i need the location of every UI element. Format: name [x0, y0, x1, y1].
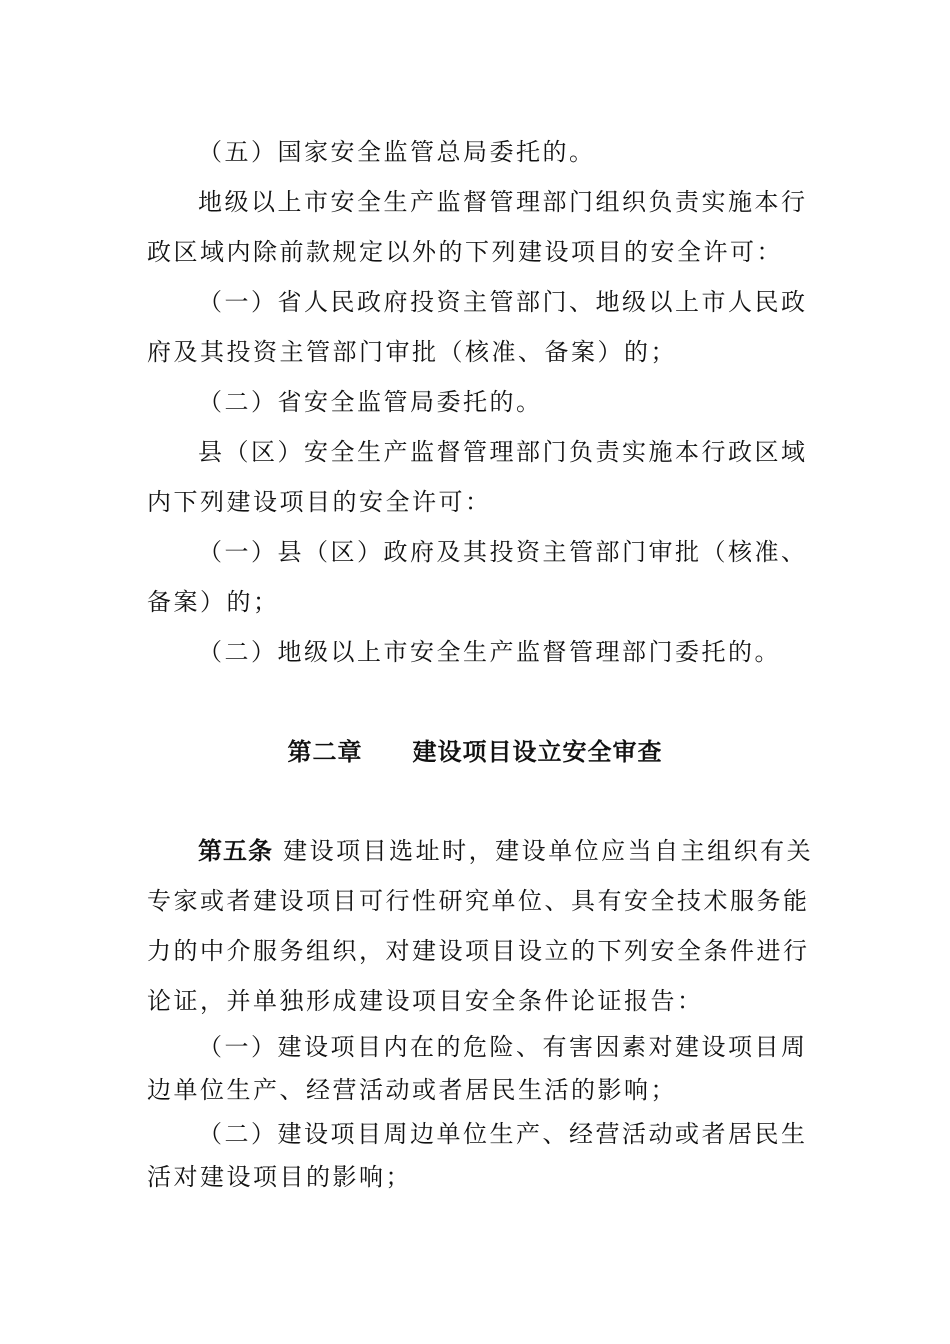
- article-label: 第五条: [198, 837, 273, 865]
- paragraph-line: 边单位生产、经营活动或者居民生活的影响；: [147, 1076, 677, 1104]
- paragraph-line: （二）建设项目周边单位生产、经营活动或者居民生: [198, 1120, 808, 1148]
- paragraph-line: 县（区）安全生产监督管理部门负责实施本行政区域: [198, 438, 808, 466]
- article-text: 建设项目选址时，建设单位应当自主组织有关: [283, 837, 814, 865]
- paragraph-line: （二）地级以上市安全生产监督管理部门委托的。: [198, 638, 781, 666]
- paragraph-line: （一）省人民政府投资主管部门、地级以上市人民政: [198, 288, 808, 316]
- paragraph-line: 地级以上市安全生产监督管理部门组织负责实施本行: [198, 188, 808, 216]
- paragraph-line: 府及其投资主管部门审批（核准、备案）的；: [147, 338, 677, 366]
- paragraph-line: 备案）的；: [147, 588, 280, 616]
- paragraph-line: 政区域内除前款规定以外的下列建设项目的安全许可：: [147, 238, 783, 266]
- paragraph-line: （一）县（区）政府及其投资主管部门审批（核准、: [198, 538, 808, 566]
- chapter-heading: 第二章 建设项目设立安全审查: [287, 738, 663, 766]
- paragraph-line: （二）省安全监管局委托的。: [198, 388, 543, 416]
- paragraph-line: 专家或者建设项目可行性研究单位、具有安全技术服务能: [147, 887, 810, 915]
- paragraph-line: 内下列建设项目的安全许可：: [147, 488, 492, 516]
- paragraph-line: （一）建设项目内在的危险、有害因素对建设项目周: [198, 1033, 808, 1061]
- paragraph-line: 力的中介服务组织，对建设项目设立的下列安全条件进行: [147, 937, 810, 965]
- paragraph-line: （五）国家安全监管总局委托的。: [198, 138, 596, 166]
- paragraph-line: 活对建设项目的影响；: [147, 1163, 412, 1191]
- article-first-line: [198, 837, 814, 865]
- paragraph-line: 论证，并单独形成建设项目安全条件论证报告：: [147, 987, 704, 1015]
